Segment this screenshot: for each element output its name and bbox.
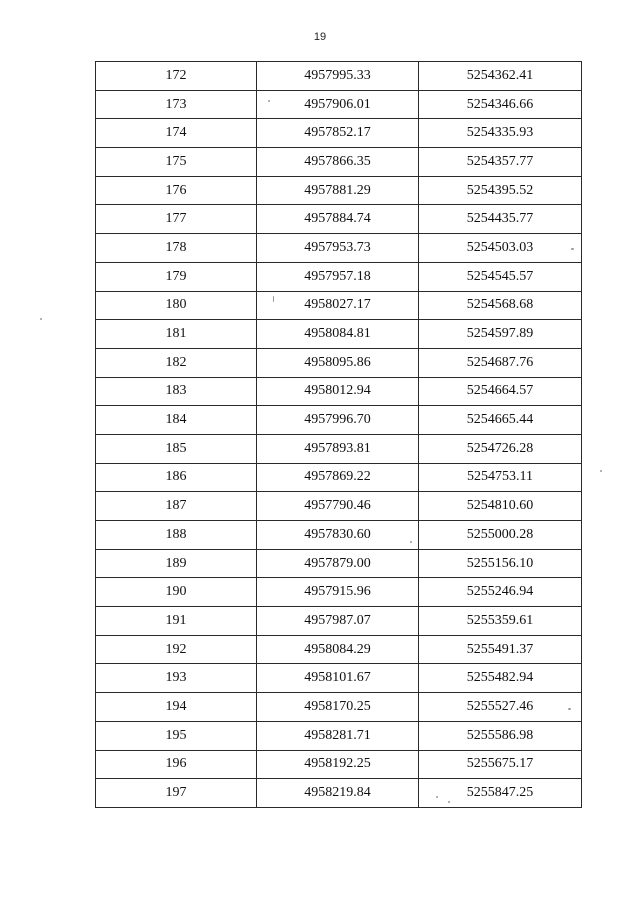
table-row [96,693,582,722]
x-coordinate-cell: 4958095.86 [257,348,419,377]
x-coordinate-cell: 4957953.73 [257,234,419,263]
point-number-cell: 174 [96,119,257,148]
table-row [96,291,582,320]
x-coordinate-cell: 4958101.67 [257,664,419,693]
table-row [96,348,582,377]
table-row [96,262,582,291]
x-coordinate-cell: 4957869.22 [257,463,419,492]
point-number-cell: 192 [96,635,257,664]
y-coordinate-cell: 5255000.28 [419,521,582,550]
y-coordinate-cell: 5254346.66 [419,90,582,119]
y-coordinate-cell: 5254810.60 [419,492,582,521]
x-coordinate-cell: 4957852.17 [257,119,419,148]
point-number-cell: 191 [96,607,257,636]
x-coordinate-cell: 4958219.84 [257,779,419,808]
point-number-cell: 177 [96,205,257,234]
scan-speck [568,708,571,710]
point-number-cell: 186 [96,463,257,492]
x-coordinate-cell: 4957790.46 [257,492,419,521]
y-coordinate-cell: 5255491.37 [419,635,582,664]
x-coordinate-cell: 4957987.07 [257,607,419,636]
point-number-cell: 182 [96,348,257,377]
y-coordinate-cell: 5255246.94 [419,578,582,607]
table-row [96,721,582,750]
x-coordinate-cell: 4957893.81 [257,434,419,463]
y-coordinate-cell: 5255359.61 [419,607,582,636]
point-number-cell: 175 [96,148,257,177]
scan-speck [273,296,274,302]
x-coordinate-cell: 4957906.01 [257,90,419,119]
table-row [96,750,582,779]
point-number-cell: 183 [96,377,257,406]
table-row [96,664,582,693]
x-coordinate-cell: 4957879.00 [257,549,419,578]
x-coordinate-cell: 4958027.17 [257,291,419,320]
y-coordinate-cell: 5254687.76 [419,348,582,377]
table-row [96,578,582,607]
x-coordinate-cell: 4958012.94 [257,377,419,406]
scan-speck [410,541,412,543]
x-coordinate-cell: 4957866.35 [257,148,419,177]
y-coordinate-cell: 5255482.94 [419,664,582,693]
y-coordinate-cell: 5254362.41 [419,62,582,91]
y-coordinate-cell: 5255675.17 [419,750,582,779]
point-number-cell: 189 [96,549,257,578]
scan-speck [436,796,438,798]
x-coordinate-cell: 4957915.96 [257,578,419,607]
table-row [96,406,582,435]
table-row [96,377,582,406]
point-number-cell: 179 [96,262,257,291]
y-coordinate-cell: 5254357.77 [419,148,582,177]
y-coordinate-cell: 5254753.11 [419,463,582,492]
table-row [96,521,582,550]
y-coordinate-cell: 5255156.10 [419,549,582,578]
y-coordinate-cell: 5254395.52 [419,176,582,205]
table-row [96,90,582,119]
coordinates-table [95,61,582,808]
table-row [96,119,582,148]
table-row [96,549,582,578]
table-row [96,492,582,521]
point-number-cell: 176 [96,176,257,205]
x-coordinate-cell: 4958084.81 [257,320,419,349]
point-number-cell: 193 [96,664,257,693]
table-row [96,62,582,91]
y-coordinate-cell: 5254503.03 [419,234,582,263]
point-number-cell: 180 [96,291,257,320]
x-coordinate-cell: 4958192.25 [257,750,419,779]
scan-speck [40,318,42,320]
y-coordinate-cell: 5254726.28 [419,434,582,463]
table-row [96,234,582,263]
table-row [96,205,582,234]
point-number-cell: 178 [96,234,257,263]
y-coordinate-cell: 5255847.25 [419,779,582,808]
x-coordinate-cell: 4957996.70 [257,406,419,435]
x-coordinate-cell: 4958281.71 [257,721,419,750]
x-coordinate-cell: 4957995.33 [257,62,419,91]
point-number-cell: 194 [96,693,257,722]
y-coordinate-cell: 5254435.77 [419,205,582,234]
y-coordinate-cell: 5254665.44 [419,406,582,435]
point-number-cell: 187 [96,492,257,521]
y-coordinate-cell: 5254335.93 [419,119,582,148]
scan-speck [571,248,574,250]
x-coordinate-cell: 4957881.29 [257,176,419,205]
y-coordinate-cell: 5255527.46 [419,693,582,722]
y-coordinate-cell: 5254597.89 [419,320,582,349]
table-row [96,148,582,177]
point-number-cell: 185 [96,434,257,463]
point-number-cell: 172 [96,62,257,91]
scan-speck [448,801,450,803]
x-coordinate-cell: 4957884.74 [257,205,419,234]
point-number-cell: 190 [96,578,257,607]
y-coordinate-cell: 5254568.68 [419,291,582,320]
x-coordinate-cell: 4958170.25 [257,693,419,722]
table-row [96,463,582,492]
x-coordinate-cell: 4958084.29 [257,635,419,664]
x-coordinate-cell: 4957957.18 [257,262,419,291]
point-number-cell: 196 [96,750,257,779]
point-number-cell: 181 [96,320,257,349]
x-coordinate-cell: 4957830.60 [257,521,419,550]
scan-speck [600,470,602,472]
table-row [96,635,582,664]
scan-speck [268,100,270,102]
point-number-cell: 197 [96,779,257,808]
point-number-cell: 195 [96,721,257,750]
table-row [96,607,582,636]
point-number-cell: 184 [96,406,257,435]
y-coordinate-cell: 5255586.98 [419,721,582,750]
table-row [96,176,582,205]
table-row [96,779,582,808]
table-row [96,320,582,349]
table-row [96,434,582,463]
page-number: 19 [313,31,327,43]
y-coordinate-cell: 5254545.57 [419,262,582,291]
point-number-cell: 188 [96,521,257,550]
point-number-cell: 173 [96,90,257,119]
coordinates-table-body [96,62,582,808]
y-coordinate-cell: 5254664.57 [419,377,582,406]
